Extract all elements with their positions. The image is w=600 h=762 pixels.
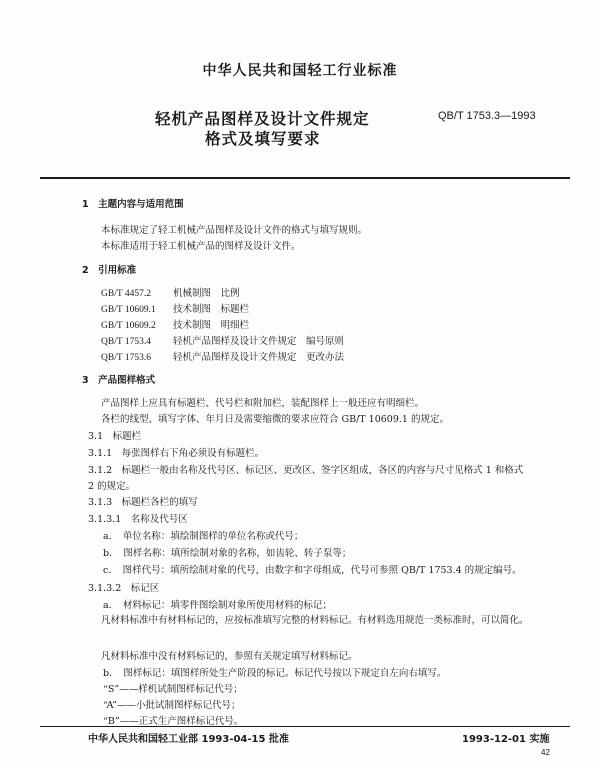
section-2-heading: 2 引用标准 <box>82 265 137 276</box>
section-1-paragraph-1: 本标准规定了轻工机械产品图样及设计文件的格式与填写规则。 <box>101 225 368 236</box>
clause-3-1-3-2: 3.1.3.2 标记区 <box>88 583 160 594</box>
reference-title: 轻机产品图样及设计文件规定 编号原则 <box>173 336 345 347</box>
item-c-drawing-code: c． 图样代号：填所绘制对象的代号，由数字和字母组成，代号可参照 QB/T 1753.4 的规定编号。 <box>103 565 522 576</box>
mark-code-item: “S”——样机试制图样标记代号； <box>103 684 243 695</box>
clause-3-1-2: 3.1.2 标题栏一般由名称及代号区、标记区、更改区、签字区组成，各区的内容与尺寸见格式 1 和格式 <box>88 465 524 476</box>
mark-code-item: “A”——小批试制图样标记代号； <box>103 700 241 711</box>
clause-3-1-1: 3.1.1 每张图样右下角必须设有标题栏。 <box>88 448 265 459</box>
reference-title: 技术制图 明细栏 <box>173 320 250 331</box>
reference-code: GB/T 10609.2 <box>101 321 156 331</box>
reference-title: 技术制图 标题栏 <box>173 304 250 315</box>
reference-item <box>101 349 344 363</box>
item-a-material-mark: a． 材料标记：填零件图绘制对象所使用材料的标记； <box>103 600 332 611</box>
clause-3-1-3: 3.1.3 标题栏各栏的填写 <box>88 497 198 508</box>
section-3-paragraph-1: 产品图样上应具有标题栏、代号栏和附加栏，装配图样上一般还应有明细栏。 <box>101 398 425 409</box>
reference-title: 轻机产品图样及设计文件规定 更改办法 <box>173 352 345 363</box>
item-b-drawing-name: b． 图样名称：填所绘制对象的名称，如齿轮、转子泵等； <box>103 548 352 559</box>
reference-item <box>101 333 344 347</box>
footer-rule <box>40 726 570 727</box>
section-1-heading: 1 主题内容与适用范围 <box>82 199 184 210</box>
clause-3-1-2-continued: 2 的规定。 <box>88 481 136 492</box>
section-3-heading: 3 产品图样格式 <box>82 375 156 386</box>
material-mark-paragraph-2: 凡材料标准中没有材料标记的，参照有关规定填写材料标记。 <box>101 651 358 662</box>
issuing-authority: 中华人民共和国轻工行业标准 <box>202 63 398 79</box>
reference-item <box>101 285 240 299</box>
page-number: 42 <box>541 748 550 757</box>
reference-code: QB/T 1753.4 <box>101 337 151 347</box>
reference-code: GB/T 10609.1 <box>101 305 156 315</box>
effective-date: 1993-12-01 实施 <box>462 734 550 745</box>
standard-title-line-1: 轻机产品图样及设计文件规定 <box>155 110 370 128</box>
section-3-paragraph-2: 各栏的线型、填写字体、年月日及需要缩微的要求应符合 GB/T 10609.1 的规定。 <box>101 414 449 425</box>
reference-title: 机械制图 比例 <box>173 288 240 299</box>
standard-number: QB/T 1753.3—1993 <box>438 110 536 122</box>
clause-3-1-3-1: 3.1.3.1 名称及代号区 <box>88 514 188 525</box>
mark-code-item: “B”——正式生产图样标记代号。 <box>103 716 244 727</box>
header-rule <box>40 177 570 179</box>
standard-title-line-2: 格式及填写要求 <box>205 130 321 148</box>
clause-3-1: 3.1 标题栏 <box>88 431 142 442</box>
reference-code: GB/T 4457.2 <box>101 289 151 299</box>
reference-item <box>101 301 249 315</box>
material-mark-paragraph-1: 凡材料标准中有材料标记的，应按标准填写完整的材料标记。有材料选用规范一类标准时，可以简化。 <box>101 615 529 626</box>
approval-statement: 中华人民共和国轻工业部 1993-04-15 批准 <box>88 734 289 745</box>
item-a-unit-name: a． 单位名称：填绘制图样的单位名称或代号； <box>103 531 304 542</box>
reference-item <box>101 317 249 331</box>
item-b-drawing-mark: b． 图样标记：填图样所处生产阶段的标记。标记代号按以下规定自左向右填写。 <box>103 668 447 679</box>
reference-code: QB/T 1753.6 <box>101 353 151 363</box>
section-1-paragraph-2: 本标准适用于轻工机械产品的图样及设计文件。 <box>101 241 301 252</box>
